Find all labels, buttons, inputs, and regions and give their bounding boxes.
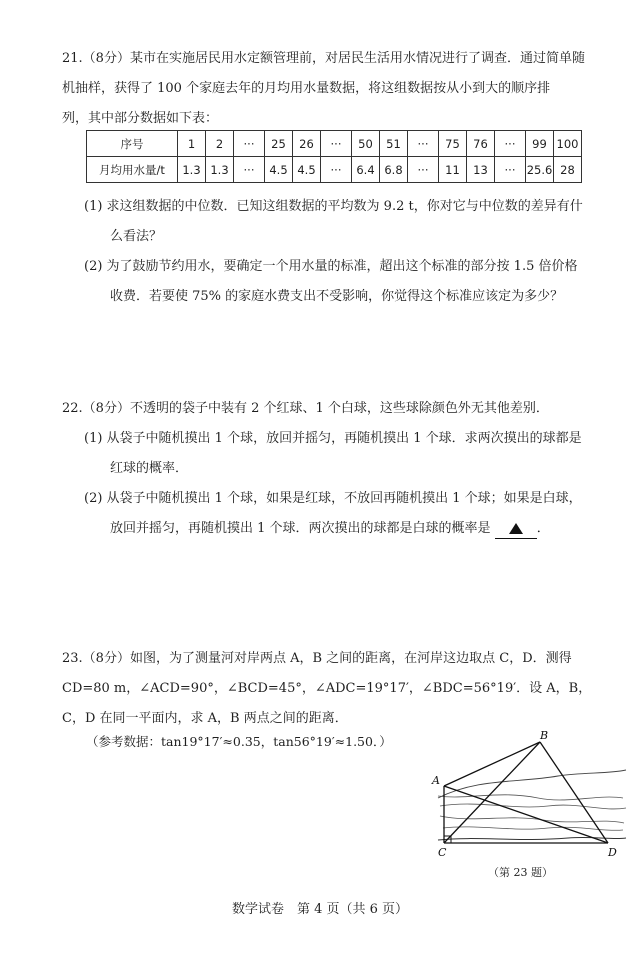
- q21-subquestions: [62, 192, 622, 312]
- figure-caption: （第 23 题）: [488, 866, 553, 879]
- table-cell: 13: [467, 157, 495, 183]
- table-row: [87, 157, 582, 183]
- table-cell: 1.3: [178, 157, 206, 183]
- table-cell: 25.6: [526, 157, 554, 183]
- table-cell: 50: [352, 131, 380, 157]
- question-21: [62, 44, 622, 134]
- table-cell: 4.5: [293, 157, 321, 183]
- table-cell: 76: [467, 131, 495, 157]
- q23-line-1: 23.（8分）如图，为了测量河对岸两点 A，B 之间的距离，在河岸这边取点 C，D．测得: [62, 651, 572, 666]
- table-cell: ···: [234, 157, 265, 183]
- table-cell: 28: [554, 157, 582, 183]
- table-cell: ···: [495, 157, 526, 183]
- table-cell: 26: [293, 131, 321, 157]
- table-cell: 51: [380, 131, 408, 157]
- question-23: [62, 644, 622, 734]
- point-label-d: D: [608, 846, 617, 858]
- q23-reference-data: （参考数据：tan19°17′≈0.35，tan56°19′≈1.50．）: [86, 734, 392, 749]
- river-wave: [438, 795, 623, 800]
- q21-part-2-line-1: (2) 为了鼓励节约用水，要确定一个用水量的标准，超出这个标准的部分按 1.5 倍价格: [84, 259, 578, 274]
- table-cell: ···: [234, 131, 265, 157]
- q22-part-2-end: ．: [536, 521, 550, 536]
- q22-part-2-line-2: [62, 514, 622, 544]
- page-footer: 数学试卷 第 4 页（共 6 页）: [231, 902, 409, 917]
- q23-line-3: C，D 在同一平面内，求 A，B 两点之间的距离．: [62, 711, 348, 726]
- q21-line-3: 列，其中部分数据如下表：: [62, 111, 219, 126]
- table-cell: 4.5: [265, 157, 293, 183]
- table-cell: ···: [408, 157, 439, 183]
- table-header-cell: 序号: [87, 131, 178, 157]
- point-label-c: C: [438, 846, 447, 858]
- q22-part-1-line-1: (1) 从袋子中随机摸出 1 个球，放回并摇匀，再随机摸出 1 个球．求两次摸出的球都是: [84, 431, 582, 446]
- table-row: [87, 131, 582, 157]
- table-cell: ···: [321, 157, 352, 183]
- q22-line-1: 22.（8分）不透明的袋子中装有 2 个红球、1 个白球，这些球除颜色外无其他差别．: [62, 401, 549, 416]
- q22-part-2-text: 放回并摇匀，再随机摸出 1 个球．两次摸出的球都是白球的概率是: [110, 521, 491, 536]
- point-label-a: A: [432, 774, 440, 787]
- water-usage-table: [86, 130, 582, 183]
- triangle-icon: [509, 523, 523, 534]
- answer-blank: [495, 520, 537, 539]
- table-cell: 1: [178, 131, 206, 157]
- table-cell: ···: [321, 131, 352, 157]
- q22-part-1-line-2: 红球的概率．: [110, 461, 189, 476]
- table-cell: 11: [439, 157, 467, 183]
- q21-part-2-line-2: 收费．若要使 75% 的家庭水费支出不受影响，你觉得这个标准应该定为多少？: [110, 289, 564, 304]
- table-cell: 2: [206, 131, 234, 157]
- q22-part-2-line-1: (2) 从袋子中随机摸出 1 个球，如果是红球，不放回再随机摸出 1 个球；如果是白球，: [84, 491, 582, 506]
- q21-part-1-line-1: (1) 求这组数据的中位数．已知这组数据的平均数为 9.2 t，你对它与中位数的差异有什: [84, 199, 583, 214]
- table-cell: ···: [408, 131, 439, 157]
- table-cell: 6.8: [380, 157, 408, 183]
- q21-part-1-line-2: 么看法？: [110, 229, 163, 244]
- river-diagram: [418, 728, 628, 858]
- table-cell: 75: [439, 131, 467, 157]
- line-ad: [444, 786, 608, 843]
- table-cell: 99: [526, 131, 554, 157]
- table-cell: ···: [495, 131, 526, 157]
- table-cell: 25: [265, 131, 293, 157]
- table-header-cell: 月均用水量/t: [87, 157, 178, 183]
- point-label-b: B: [540, 729, 549, 742]
- question-22: [62, 394, 622, 544]
- q23-line-2: CD=80 m，∠ACD=90°，∠BCD=45°，∠ADC=19°17′，∠BDC=56°19′．设 A，B，: [62, 681, 592, 696]
- table-cell: 100: [554, 131, 582, 157]
- q21-line-2: 机抽样，获得了 100 个家庭去年的月均用水量数据，将这组数据按从小到大的顺序排: [62, 81, 551, 96]
- river-wave: [440, 804, 626, 809]
- table-cell: 6.4: [352, 157, 380, 183]
- table-cell: 1.3: [206, 157, 234, 183]
- river-wave: [443, 827, 623, 831]
- q21-line-1: 21.（8分）某市在实施居民用水定额管理前，对居民生活用水情况进行了调查．通过简单随: [62, 51, 585, 66]
